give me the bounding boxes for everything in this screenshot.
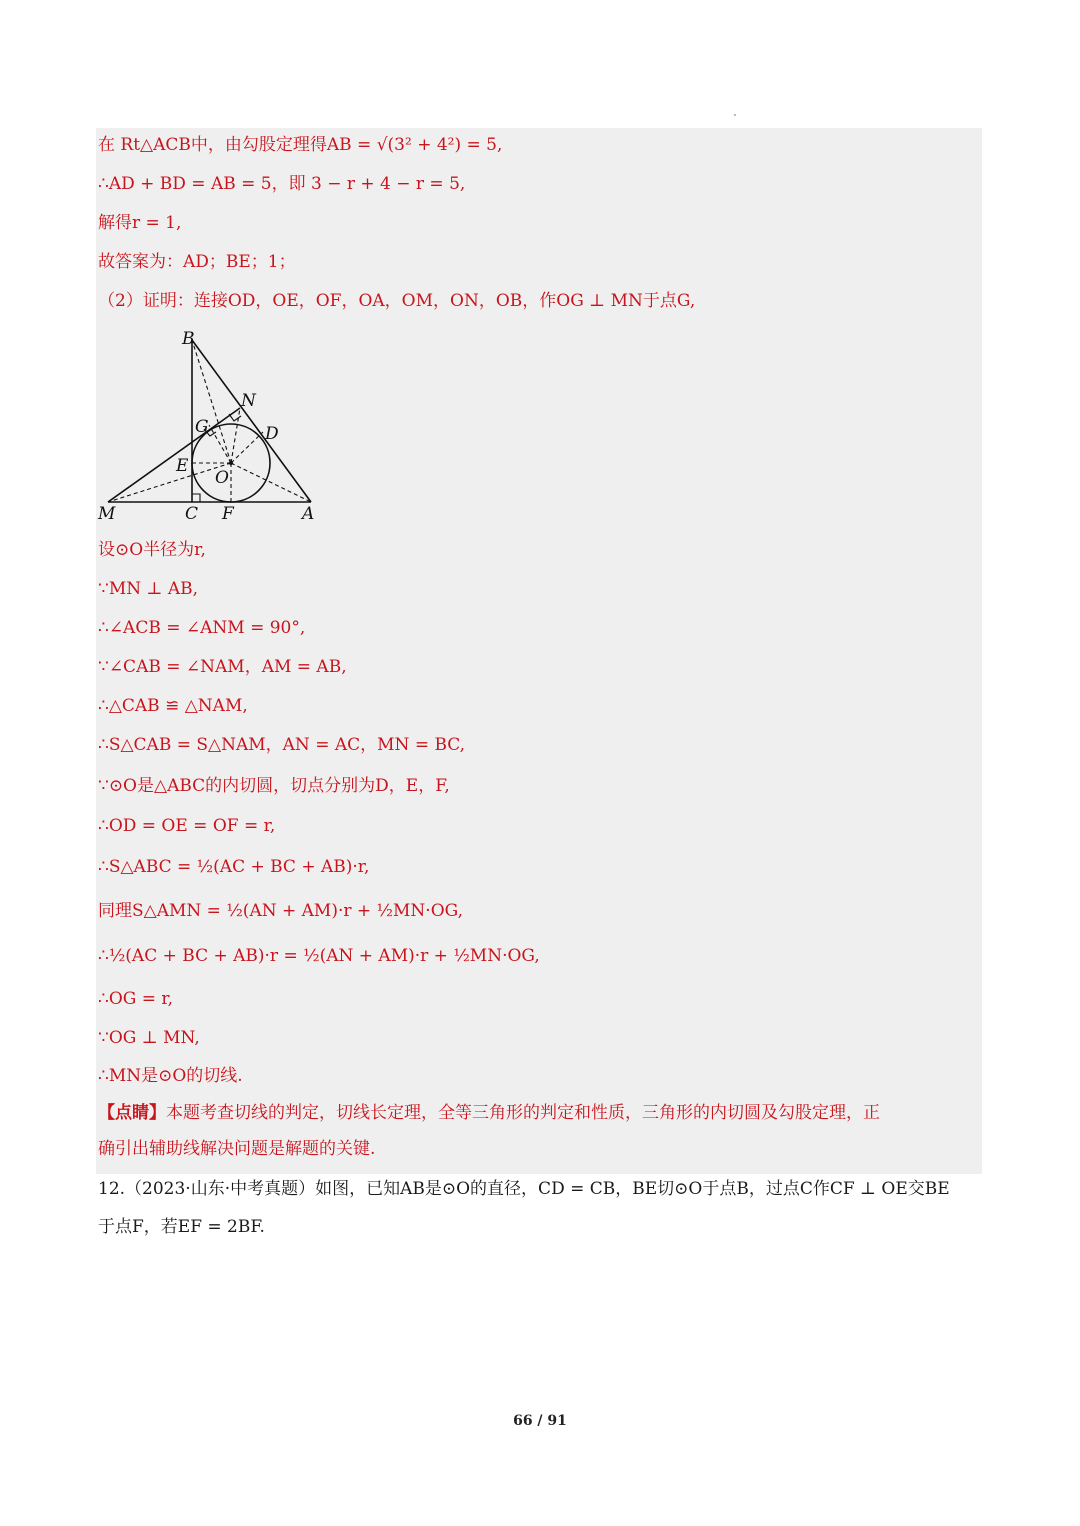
solution-line-1: 在 Rt△ACB中，由勾股定理得AB = √(3² + 4²) = 5,: [98, 135, 503, 155]
label-c: C: [185, 504, 199, 524]
label-a: A: [302, 504, 315, 524]
comment-key: 【点睛】: [98, 1103, 166, 1123]
comment-text-1: 本题考查切线的判定，切线长定理，全等三角形的判定和性质，三角形的内切圆及勾股定理，正: [166, 1103, 880, 1123]
label-n: N: [241, 391, 256, 411]
solution-line-15: 同理S△AMN = ½(AN + AM)·r + ½MN·OG,: [98, 901, 464, 921]
solution-line-16: ∴½(AC + BC + AB)·r = ½(AN + AM)·r + ½MN·OG,: [98, 946, 540, 966]
solution-line-10: ∴△CAB ≌ △NAM,: [98, 696, 248, 716]
solution-line-2: ∴AD + BD = AB = 5，即 3 − r + 4 − r = 5,: [98, 174, 466, 194]
label-e: E: [176, 456, 189, 476]
solution-line-9: ∵∠CAB = ∠NAM，AM = AB,: [98, 657, 347, 677]
solution-line-4: 故答案为：AD；BE；1；: [98, 252, 296, 272]
solution-line-19: ∴MN是⊙O的切线.: [98, 1066, 243, 1086]
solution-line-14: ∴S△ABC = ½(AC + BC + AB)·r,: [98, 857, 370, 877]
solution-line-7: ∵MN ⊥ AB,: [98, 579, 199, 599]
solution-line-8: ∴∠ACB = ∠ANM = 90°,: [98, 618, 306, 638]
solution-line-11: ∴S△CAB = S△NAM，AN = AC，MN = BC,: [98, 735, 466, 755]
label-d: D: [265, 424, 279, 444]
label-g: G: [195, 417, 209, 437]
solution-line-5: （2）证明：连接OD，OE，OF，OA，OM，ON，OB，作OG ⊥ MN于点G,: [98, 291, 696, 311]
center-point: [229, 461, 233, 465]
solution-line-6: 设⊙O半径为r,: [98, 540, 206, 560]
label-o: O: [215, 468, 229, 488]
comment-line-1: [98, 1101, 880, 1125]
geometry-figure: [96, 326, 326, 526]
label-f: F: [222, 504, 234, 524]
solution-line-18: ∵OG ⊥ MN,: [98, 1028, 200, 1048]
page-number: 66 / 91: [513, 1413, 567, 1429]
solution-line-3: 解得r = 1,: [98, 213, 182, 233]
scan-dot: [734, 114, 736, 116]
label-m: M: [98, 504, 116, 524]
solution-line-12: ∵⊙O是△ABC的内切圆，切点分别为D，E，F,: [98, 776, 450, 796]
solution-box: [96, 128, 982, 1174]
solution-line-13: ∴OD = OE = OF = r,: [98, 816, 276, 836]
comment-line-2: 确引出辅助线解决问题是解题的关键.: [98, 1139, 376, 1159]
problem-12-line-1: 12.（2023·山东·中考真题）如图，已知AB是⊙O的直径，CD = CB，BE切⊙O于点B，过点C作CF ⊥ OE交BE: [98, 1179, 950, 1199]
segment-ba: [192, 340, 311, 502]
label-b: B: [182, 329, 195, 349]
problem-12-line-2: 于点F，若EF = 2BF.: [98, 1217, 265, 1237]
solution-line-17: ∴OG = r,: [98, 989, 174, 1009]
